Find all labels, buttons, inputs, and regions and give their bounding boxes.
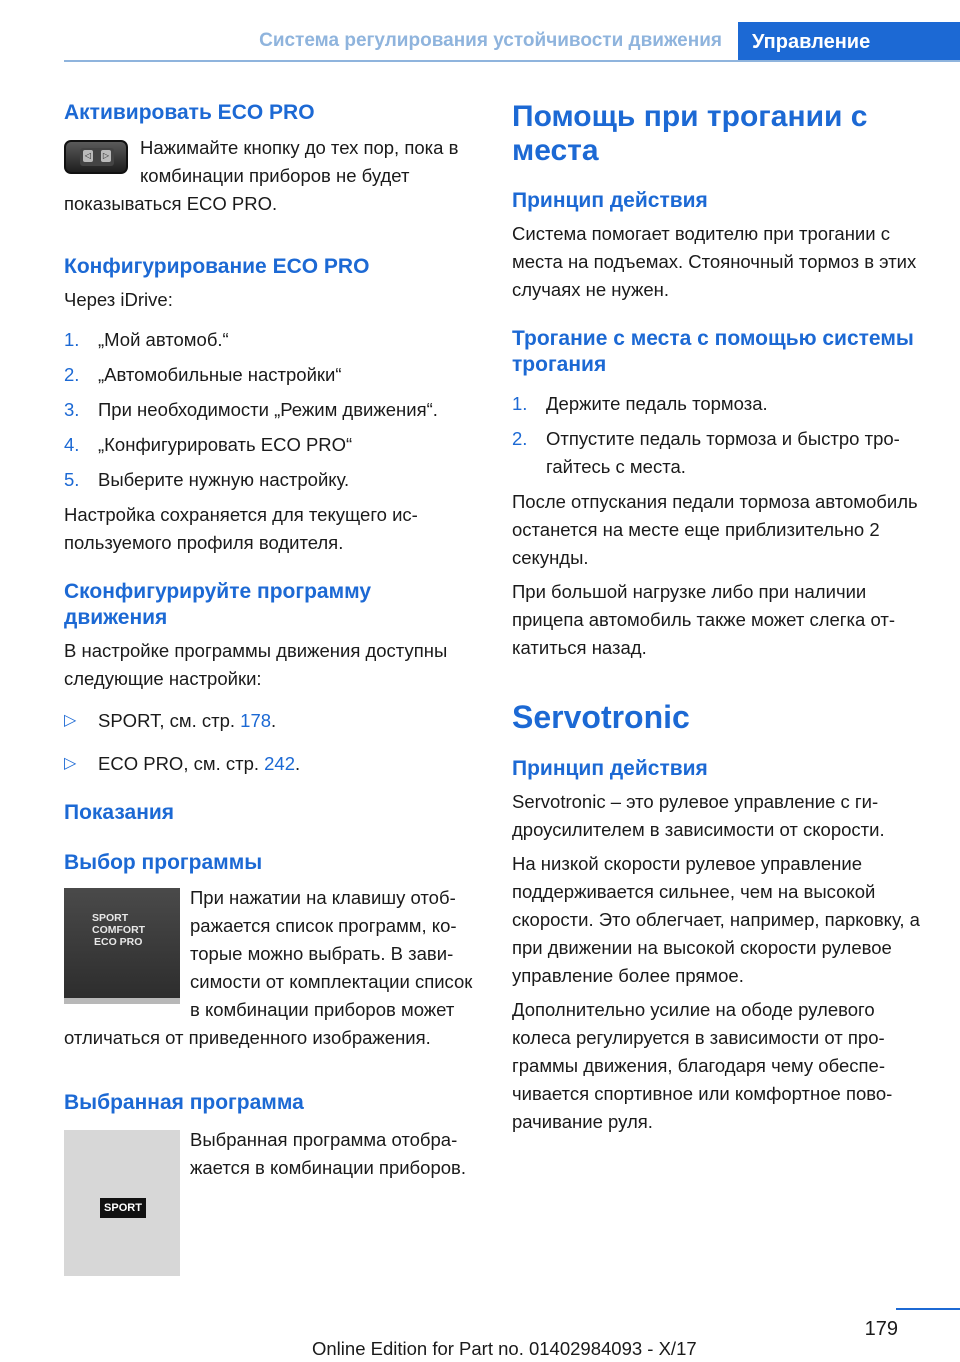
list-item	[512, 425, 922, 481]
list-item	[64, 431, 476, 459]
bullet-triangle-icon: ▷	[64, 755, 77, 772]
menu-item-sport: SPORT	[92, 912, 129, 924]
start-assist-heading: Помощь при трогании с места	[512, 100, 868, 167]
right-column	[512, 100, 922, 1136]
list-item	[64, 466, 476, 494]
servotronic-text-1: Servotronic – это рулевое управление с гидроусилителем в зависимости от скорости.	[512, 791, 885, 840]
page-link[interactable]: 242	[264, 753, 296, 774]
config-intro: Через iDrive:	[64, 289, 173, 310]
activate-eco-pro-heading: Активировать ECO PRO	[64, 101, 315, 124]
menu-item-comfort: COMFORT	[92, 924, 146, 936]
step-number: 3.	[64, 399, 80, 420]
option-text: SPORT, см. стр.	[98, 710, 241, 731]
edition-footer: Online Edition for Part no. 01402984093 - X/17	[312, 1338, 697, 1359]
program-heading: Сконфигурируйте программу движения	[64, 580, 372, 629]
step-text: „Автомобильные настройки“	[98, 364, 342, 385]
principle-text: Система помогает водителю при трогании с места на подъемах. Стояночный тормоз в этих случаях не нужен.	[512, 223, 917, 300]
option-end: .	[295, 753, 301, 774]
select-program-heading: Выбор программы	[64, 851, 263, 874]
moveoff-note-2: При большой нагрузке либо при наличии прицепа автомобиль также может слегка откатиться назад.	[512, 581, 895, 658]
config-note: Настройка сохраняется для текущего используемого профиля водителя.	[64, 504, 418, 553]
list-item	[64, 326, 476, 354]
activate-text: Нажимайте кнопку до тех пор, пока в комбинации приборов не будет	[140, 137, 459, 186]
displays-heading: Показания	[64, 801, 175, 824]
footer-rule	[896, 1308, 960, 1310]
moveoff-heading: Трогание с места с помощью системы трогания	[512, 327, 914, 376]
servotronic-heading: Servotronic	[512, 699, 690, 735]
program-list-image	[64, 888, 180, 1004]
servotronic-text-2: На низкой скорости рулевое управление поддерживается сильнее, чем на высокой скорости. Это облегчает, например, парковку, а при движении на высокой скорости рулевое управление более прямое.	[512, 853, 920, 986]
step-number: 1.	[64, 329, 80, 350]
step-text: Выберите нужную настройку.	[98, 469, 350, 490]
header-rule	[64, 60, 960, 62]
step-number: 5.	[64, 469, 80, 490]
header-section-title: Система регулирования устойчивости движения	[259, 30, 722, 51]
step-number: 4.	[64, 434, 80, 455]
left-column	[64, 100, 476, 1276]
principle-heading: Принцип действия	[512, 189, 708, 212]
program-options-list	[64, 707, 476, 778]
list-item	[64, 750, 476, 778]
option-end: .	[271, 710, 277, 731]
activate-text-cont: показываться ECO PRO.	[64, 193, 278, 214]
step-text: Отпустите педаль тормоза и быстро трогайтесь с места.	[546, 428, 900, 477]
bullet-triangle-icon: ▷	[64, 712, 77, 729]
step-text: При необходимости „Режим движения“.	[98, 399, 438, 420]
menu-item-eco-pro: ECO PRO	[94, 936, 143, 948]
page-number: 179	[864, 1318, 898, 1340]
servotronic-text-3: Дополнительно усилие на ободе рулевого колеса регулируется в зависимости от программы движения, благодаря чему обеспечивается спортивное или комфортное поворачивание руля.	[512, 999, 893, 1132]
step-text: „Мой автомоб.“	[98, 329, 229, 350]
config-eco-pro-heading: Конфигурирование ECO PRO	[64, 255, 370, 278]
config-steps-list	[64, 326, 476, 494]
program-intro: В настройке программы движения доступны следующие настройки:	[64, 640, 448, 689]
activate-block	[64, 134, 476, 218]
moveoff-note-1: После отпускания педали тормоза автомобиль останется на месте еще приблизительно 2 секунды.	[512, 491, 918, 568]
step-number: 2.	[64, 364, 80, 385]
list-item	[64, 707, 476, 735]
moveoff-steps-list	[512, 390, 922, 481]
option-text: ECO PRO, см. стр.	[98, 753, 265, 774]
eco-pro-button-image	[64, 140, 128, 174]
step-text: „Конфигурировать ECO PRO“	[98, 434, 353, 455]
step-text: Держите педаль тормоза.	[546, 393, 768, 414]
selected-block	[64, 1126, 476, 1214]
page-link[interactable]: 178	[240, 710, 272, 731]
list-item	[64, 396, 476, 424]
select-block	[64, 884, 476, 1052]
rocker-switch-icon: ◁ ▷	[80, 148, 114, 166]
step-number: 1.	[512, 393, 528, 414]
selected-text: Выбранная программа отображается в комбинации приборов.	[190, 1129, 466, 1178]
select-text: При нажатии на клавишу отображается список программ, которые можно выбрать. В зависимости от комплектации список в комбинации приборов может отличаться от приведенного изображения.	[64, 887, 473, 1048]
header-chapter-tab: Управление	[738, 22, 960, 62]
list-item	[64, 361, 476, 389]
selected-program-image	[64, 1130, 180, 1276]
page-header	[64, 22, 960, 62]
list-item	[512, 390, 922, 418]
selected-program-heading: Выбранная программа	[64, 1091, 304, 1114]
sport-badge: SPORT	[100, 1198, 146, 1218]
program-menu	[92, 912, 145, 948]
step-number: 2.	[512, 428, 528, 449]
servotronic-principle-heading: Принцип действия	[512, 757, 708, 780]
